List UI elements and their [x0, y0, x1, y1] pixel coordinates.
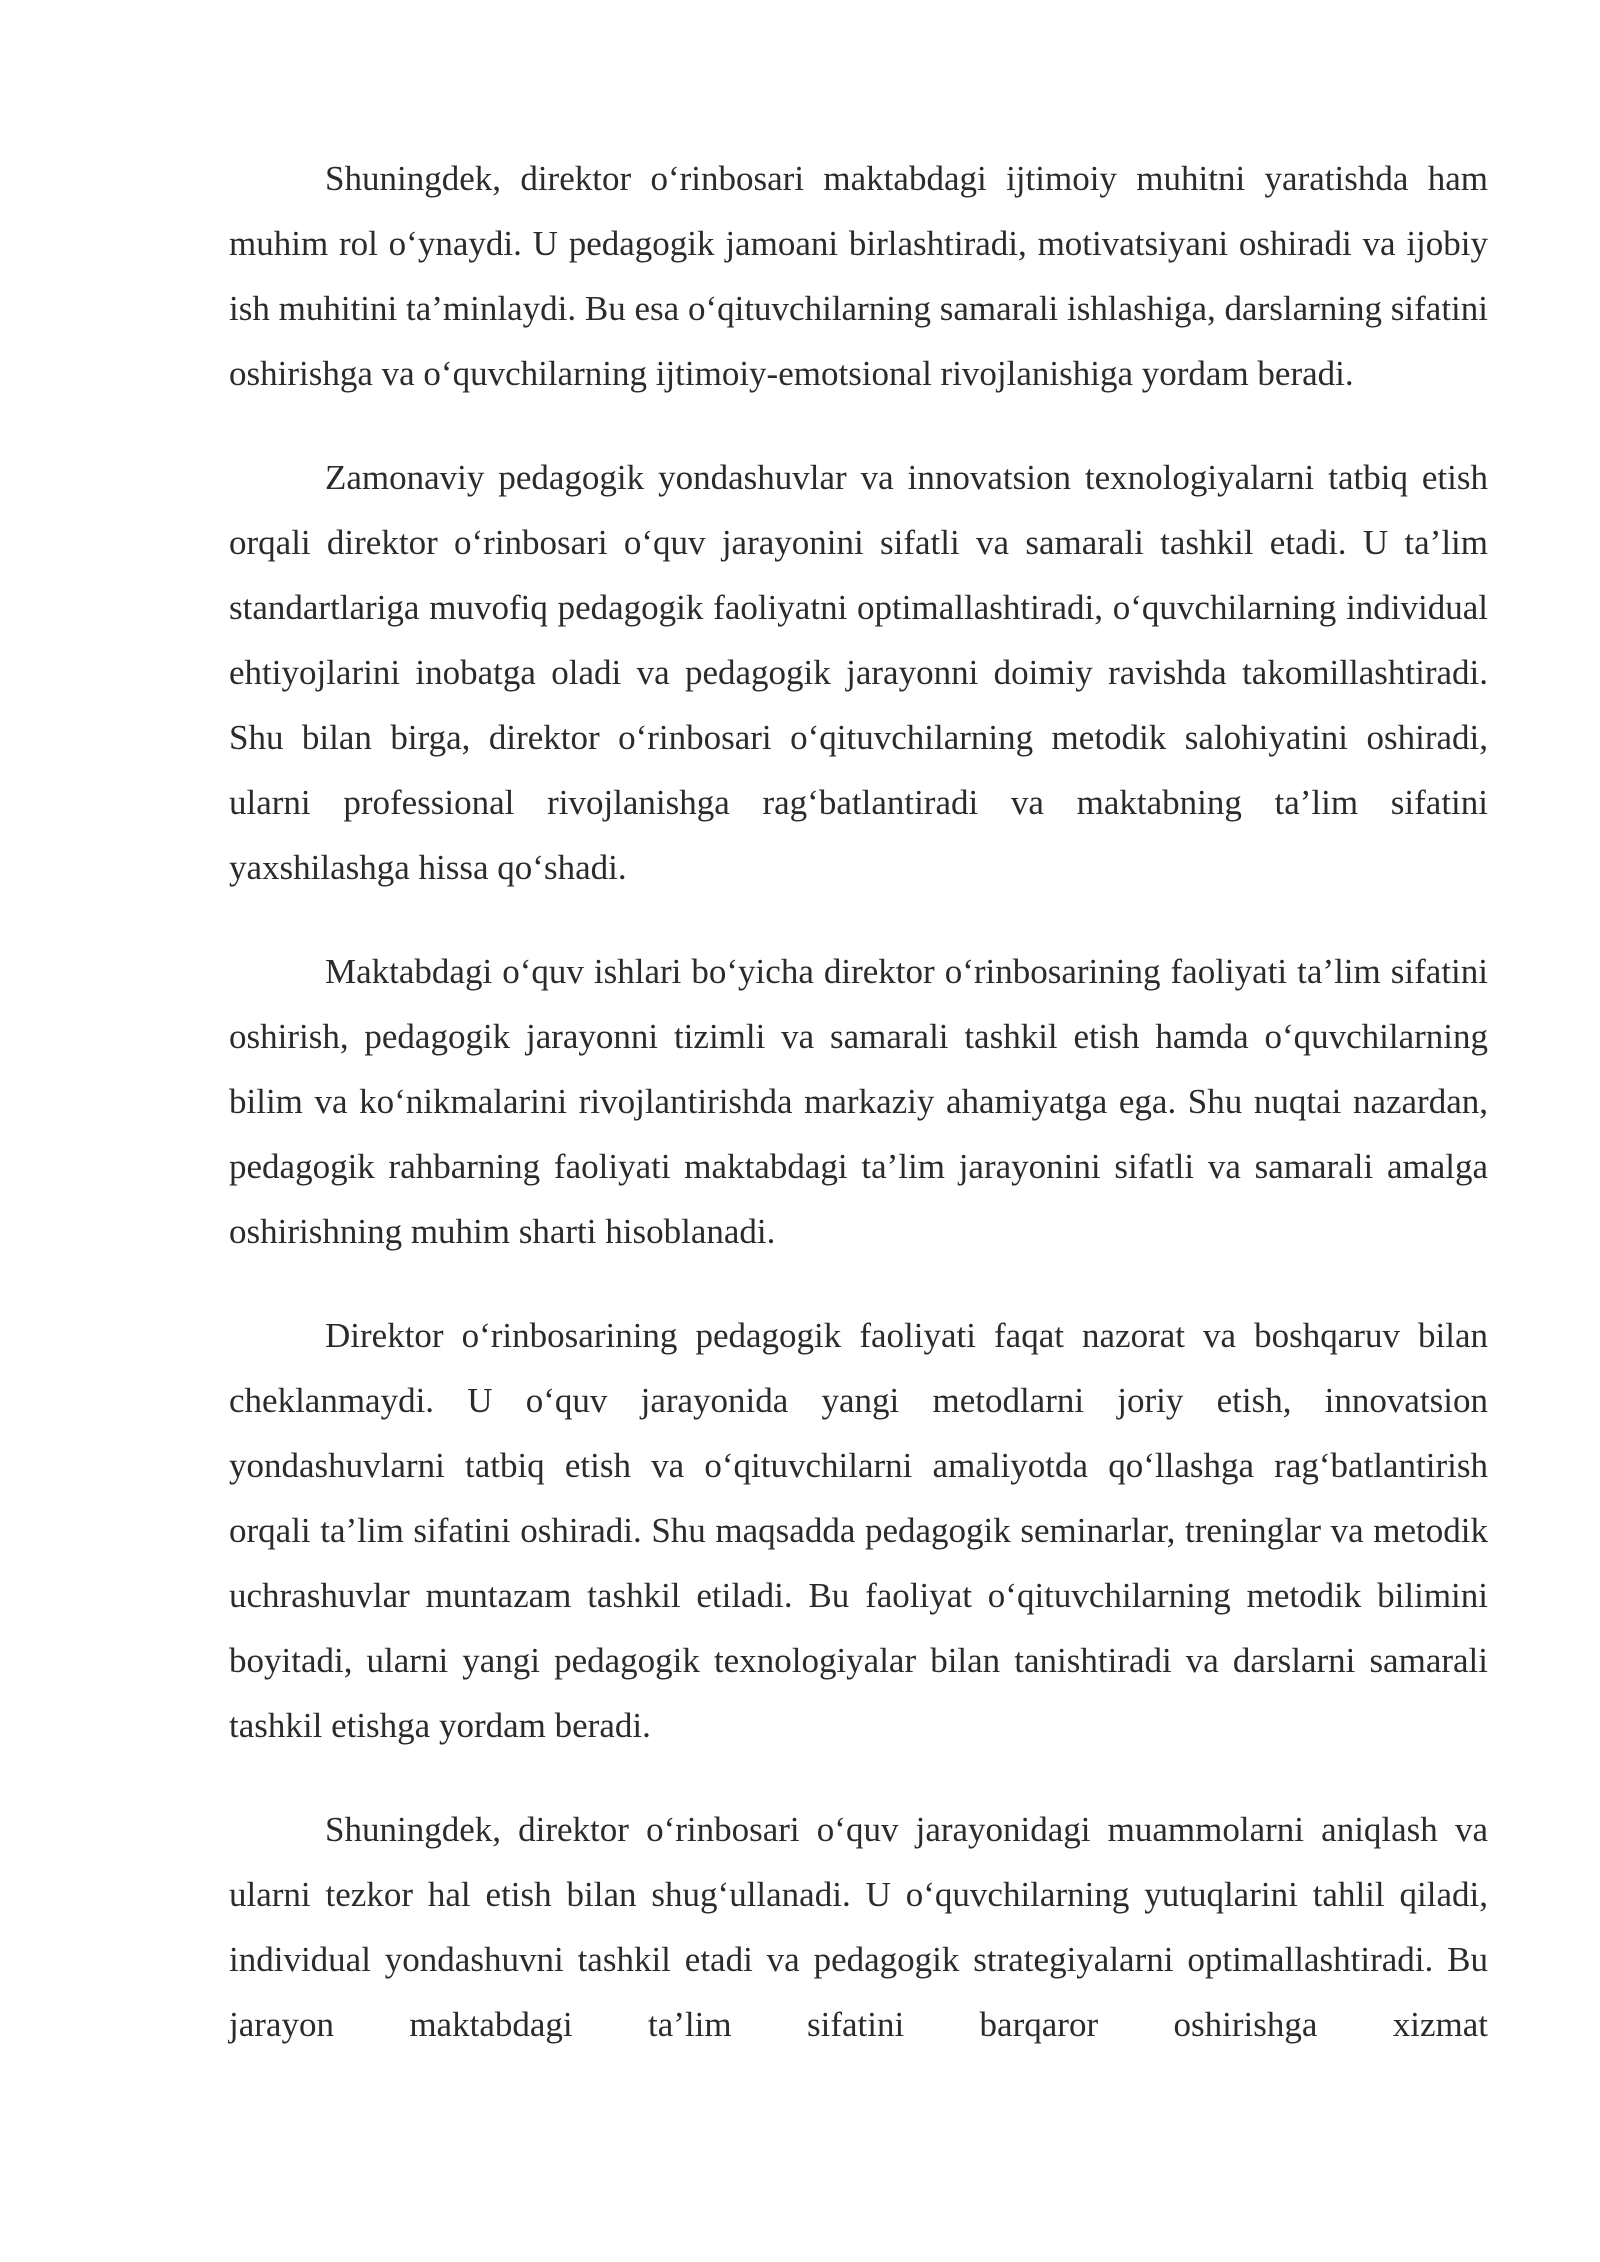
- paragraph-5: Shuningdek, direktor o‘rinbosari o‘quv jarayonidagi muammolarni aniqlash va ularni tezkor hal etish bilan shug‘ullanadi. U o‘quvchilarning yutuqlarini tahlil qiladi, individual yondashuvni tashkil etadi va pedagogik strategiyalarni optimallashtiradi. Bu jarayon maktabdagi ta’lim sifatini barqaror oshirishga xizmat: [229, 1810, 1488, 2044]
- paragraph-2: Zamonaviy pedagogik yondashuvlar va innovatsion texnologiyalarni tatbiq etish orqali direktor o‘rinbosari o‘quv jarayonini sifatli va samarali tashkil etadi. U ta’lim standartlariga muvofiq pedagogik faoliyatni optimallashtiradi, o‘quvchilarning individual ehtiyojlarini inobatga oladi va pedagogik jarayonni doimiy ravishda takomillashtiradi. Shu bilan birga, direktor o‘rinbosari o‘qituvchilarning metodik salohiyatini oshiradi, ularni professional rivojlanishga rag‘batlantiradi va maktabning ta’lim sifatini yaxshilashga hissa qo‘shadi.: [229, 458, 1488, 887]
- document-body: [229, 146, 1488, 2057]
- paragraph-4: Direktor o‘rinbosarining pedagogik faoliyati faqat nazorat va boshqaruv bilan cheklanmaydi. U o‘quv jarayonida yangi metodlarni joriy etish, innovatsion yondashuvlarni tatbiq etish va o‘qituvchilarni amaliyotda qo‘llashga rag‘batlantirish orqali ta’lim sifatini oshiradi. Shu maqsadda pedagogik seminarlar, treninglar va metodik uchrashuvlar muntazam tashkil etiladi. Bu faoliyat o‘qituvchilarning metodik bilimini boyitadi, ularni yangi pedagogik texnologiyalar bilan tanishtiradi va darslarni samarali tashkil etishga yordam beradi.: [229, 1316, 1488, 1745]
- paragraph-3: Maktabdagi o‘quv ishlari bo‘yicha direktor o‘rinbosarining faoliyati ta’lim sifatini oshirish, pedagogik jarayonni tizimli va samarali tashkil etish hamda o‘quvchilarning bilim va ko‘nikmalarini rivojlantirishda markaziy ahamiyatga ega. Shu nuqtai nazardan, pedagogik rahbarning faoliyati maktabdagi ta’lim jarayonini sifatli va samarali amalga oshirishning muhim sharti hisoblanadi.: [229, 952, 1488, 1251]
- paragraph-1: Shuningdek, direktor o‘rinbosari maktabdagi ijtimoiy muhitni yaratishda ham muhim rol o‘ynaydi. U pedagogik jamoani birlashtiradi, motivatsiyani oshiradi va ijobiy ish muhitini ta’minlaydi. Bu esa o‘qituvchilarning samarali ishlashiga, darslarning sifatini oshirishga va o‘quvchilarning ijtimoiy-emotsional rivojlanishiga yordam beradi.: [229, 159, 1488, 393]
